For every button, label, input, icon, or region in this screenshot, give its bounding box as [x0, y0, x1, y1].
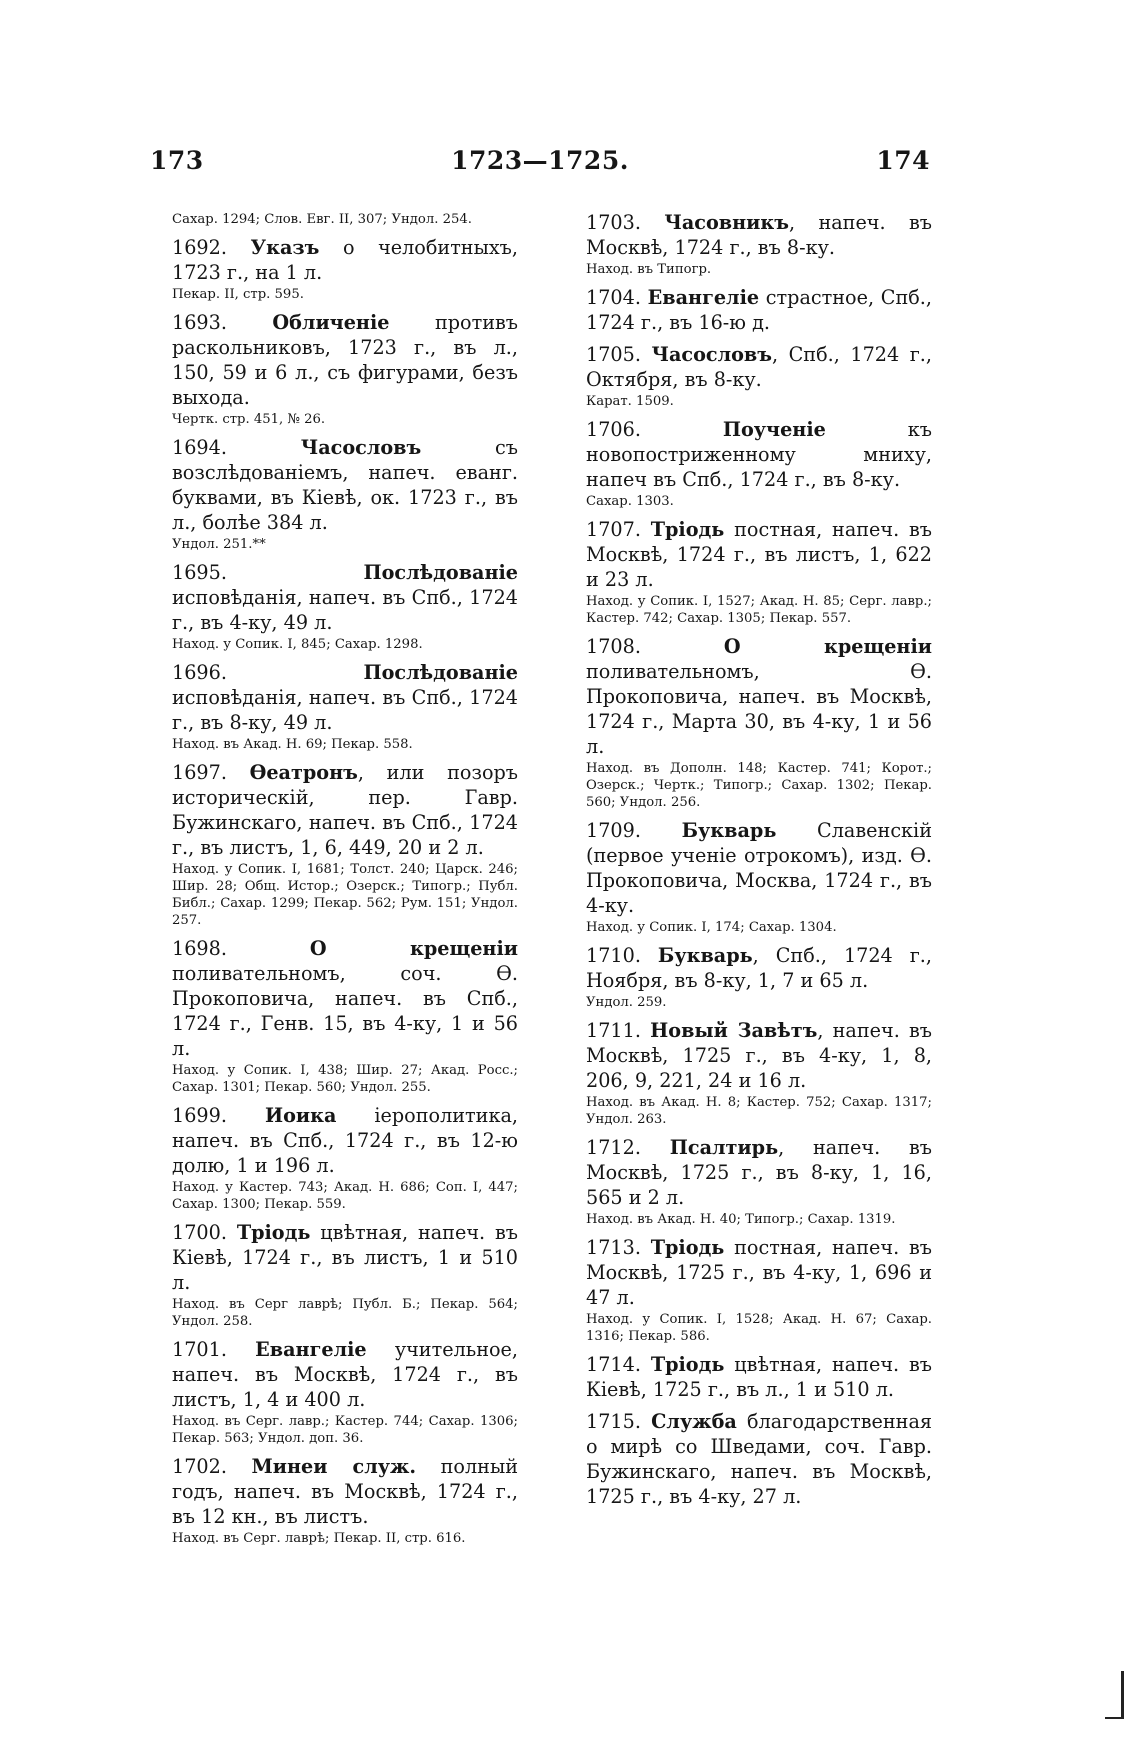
left-page-number: 173 [150, 146, 204, 175]
entry-number: 1702. [172, 1455, 227, 1478]
entry-number: 1699. [172, 1104, 227, 1127]
catalog-entry [148, 760, 518, 929]
entry-description: поливательномъ, Ѳ. Прокоповича, напеч. въ Москвѣ, 1724 г., Марта 30, въ 4-ку, 1 и 56 л. [586, 660, 932, 758]
catalog-entry [562, 634, 932, 811]
entry-description: съ возслѣдованіемъ, напеч. еванг. буквами, въ Кіевѣ, ок. 1723 г., въ л., болѣе 384 л. [172, 436, 518, 534]
entry-title: Псалтирь [669, 1136, 779, 1159]
entry-number: 1715. [586, 1410, 641, 1433]
catalog-entry [562, 1409, 932, 1509]
running-title-years: 1723—1725. [451, 146, 629, 175]
entry-text [148, 235, 518, 285]
entry-reference: Наход. у Кастер. 743; Акад. Н. 686; Соп. I, 447; Сахар. 1300; Пекар. 559. [172, 1180, 518, 1212]
entry-text [562, 210, 932, 260]
right-page-number: 174 [876, 146, 930, 175]
catalog-entry [562, 1235, 932, 1345]
entry-reference: Наход. въ Акад. Н. 40; Типогр.; Сахар. 1319. [586, 1212, 896, 1227]
entry-description: исповѣданія, напеч. въ Спб., 1724 г., въ 4-ку, 49 л. [172, 586, 518, 634]
entry-title: Новый Завѣтъ [650, 1019, 818, 1042]
catalog-entry [562, 210, 932, 278]
entry-reference: Наход. у Сопик. I, 174; Сахар. 1304. [586, 920, 837, 935]
entry-reference: Наход. въ Серг лаврѣ; Публ. Б.; Пекар. 564; Ундол. 258. [172, 1297, 518, 1329]
catalog-entry [562, 285, 932, 335]
entry-text [148, 936, 518, 1061]
left-column [148, 210, 518, 1554]
entry-title: Послѣдованіе [363, 661, 518, 684]
entry-reference: Чертк. стр. 451, № 26. [172, 412, 326, 427]
entry-reference: Сахар. 1294; Слов. Евг. II, 307; Ундол. 254. [172, 212, 472, 227]
entry-description: іерополитика, напеч. въ Спб., 1724 г., въ 12-ю долю, 1 и 196 л. [172, 1104, 518, 1177]
entry-description: о челобитныхъ, 1723 г., на 1 л. [172, 236, 518, 284]
entry-description: постная, напеч. въ Москвѣ, 1725 г., въ 4-ку, 1, 696 и 47 л. [586, 1236, 932, 1309]
catalog-entry [148, 560, 518, 653]
entry-number: 1697. [172, 761, 227, 784]
catalog-entry [148, 310, 518, 428]
entry-title: Тріодь [650, 1236, 725, 1259]
entry-title: Тріодь [236, 1221, 311, 1244]
entry-title: Тріодь [650, 1353, 725, 1376]
entry-reference: Пекар. II, стр. 595. [172, 287, 304, 302]
entry-number: 1694. [172, 436, 227, 459]
entry-reference: Наход. у Сопик. I, 1527; Акад. Н. 85; Серг. лавр.; Кастер. 742; Сахар. 1305; Пекар. 557. [586, 594, 932, 626]
entry-text [148, 560, 518, 635]
entry-title: Минеи служ. [251, 1455, 417, 1478]
entry-number: 1700. [172, 1221, 227, 1244]
entry-text [562, 1135, 932, 1210]
catalog-entry [562, 818, 932, 936]
entry-text [562, 1018, 932, 1093]
entry-title: О крещеніи [723, 635, 932, 658]
entry-number: 1713. [586, 1236, 641, 1259]
entry-description: къ новопостриженному мниху, напеч въ Спб., 1724 г., въ 8-ку. [586, 418, 932, 491]
catalog-entry [562, 943, 932, 1011]
catalog-entry [148, 1337, 518, 1447]
entry-number: 1706. [586, 418, 641, 441]
entry-title: Указъ [250, 236, 320, 259]
entry-text [562, 417, 932, 492]
entry-reference: Наход. у Сопик. I, 438; Шир. 27; Акад. Росс.; Сахар. 1301; Пекар. 560; Ундол. 255. [172, 1063, 518, 1095]
entry-reference: Наход. въ Дополн. 148; Кастер. 741; Корот.; Озерск.; Чертк.; Типогр.; Сахар. 1302; Пекар. 560; Ундол. 256. [586, 761, 932, 810]
catalog-entry [148, 1220, 518, 1330]
entry-description: , Спб., 1724 г., Ноября, въ 8-ку, 1, 7 и 65 л. [586, 944, 932, 992]
entry-text [148, 435, 518, 535]
entry-text [148, 1454, 518, 1529]
catalog-entry [148, 235, 518, 303]
entry-reference: Наход. въ Серг. лавр.; Кастер. 744; Сахар. 1306; Пекар. 563; Ундол. доп. 36. [172, 1414, 518, 1446]
entry-number: 1692. [172, 236, 227, 259]
entry-reference: Наход. въ Акад. Н. 69; Пекар. 558. [172, 737, 413, 752]
entry-description: , напеч. въ Москвѣ, 1725 г., въ 8-ку, 1, 16, 565 и 2 л. [586, 1136, 932, 1209]
catalog-entry [562, 342, 932, 410]
entry-text [562, 1235, 932, 1310]
entry-description: исповѣданія, напеч. въ Спб., 1724 г., въ 8-ку, 49 л. [172, 686, 518, 734]
entry-description: , или позоръ историческій, пер. Гавр. Бужинскаго, напеч. въ Спб., 1724 г., въ листъ, 1, 6, 449, 20 и 2 л. [172, 761, 518, 859]
entry-description: Славенскій (первое ученіе отрокомъ), изд. Ѳ. Прокоповича, Москва, 1724 г., въ 4-ку. [586, 819, 932, 917]
entry-reference: Карат. 1509. [586, 394, 674, 409]
catalog-entry [148, 936, 518, 1096]
entry-title: Часословъ [300, 436, 422, 459]
entry-description: , напеч. въ Москвѣ, 1724 г., въ 8-ку. [586, 211, 932, 259]
entry-description: благодарственная о мирѣ со Шведами, соч. Гавр. Бужинскаго, напеч. въ Москвѣ, 1725 г., въ 4-ку, 27 л. [586, 1410, 932, 1508]
entry-number: 1708. [586, 635, 641, 658]
entry-reference: Сахар. 1303. [586, 494, 674, 509]
entry-number: 1710. [586, 944, 641, 967]
entry-title: Тріодь [650, 518, 725, 541]
catalog-entry [148, 435, 518, 553]
entry-title: Букварь [657, 944, 753, 967]
entry-number: 1695. [172, 561, 227, 584]
catalog-entry [562, 1135, 932, 1228]
entry-number: 1714. [586, 1353, 641, 1376]
catalog-entry [562, 417, 932, 510]
entry-text [148, 660, 518, 735]
entry-title: Букварь [681, 819, 777, 842]
entry-reference: Наход. въ Акад. Н. 8; Кастер. 752; Сахар. 1317; Ундол. 263. [586, 1095, 932, 1127]
entry-text [148, 1220, 518, 1295]
entry-title: Өеатронъ [249, 761, 358, 784]
entry-text [562, 1409, 932, 1509]
entry-description: постная, напеч. въ Москвѣ, 1724 г., въ листъ, 1, 622 и 23 л. [586, 518, 932, 591]
entry-title: Часословъ [651, 343, 772, 366]
entry-number: 1709. [586, 819, 641, 842]
entry-number: 1705. [586, 343, 641, 366]
entry-number: 1711. [586, 1019, 641, 1042]
catalog-entry [562, 1018, 932, 1128]
entry-number: 1703. [586, 211, 641, 234]
entry-description: учительное, напеч. въ Москвѣ, 1724 г., въ листъ, 1, 4 и 400 л. [172, 1338, 518, 1411]
entry-title: Послѣдованіе [363, 561, 518, 584]
page-edge-mark [1105, 1671, 1124, 1719]
entry-reference: Наход. у Сопик. I, 845; Сахар. 1298. [172, 637, 423, 652]
entry-reference: Ундол. 259. [586, 995, 667, 1010]
entry-number: 1707. [586, 518, 641, 541]
entry-number: 1712. [586, 1136, 641, 1159]
entry-reference: Наход. у Сопик. I, 1681; Толст. 240; Царск. 246; Шир. 28; Общ. Истор.; Озерск.; Типогр.; Публ. Библ.; Сахар. 1299; Пекар. 562; Рум. 151; Ундол. 257. [172, 862, 518, 928]
entry-title: Евангеліе [255, 1338, 367, 1361]
catalog-entry [148, 1454, 518, 1547]
entry-title: Иоика [264, 1104, 337, 1127]
entry-number: 1696. [172, 661, 227, 684]
entry-text [562, 342, 932, 392]
entry-text [148, 760, 518, 860]
entry-number: 1701. [172, 1338, 227, 1361]
entry-title: Обличеніе [272, 311, 390, 334]
entry-description: противъ раскольниковъ, 1723 г., въ л., 150, 59 и 6 л., съ фигурами, безъ выхода. [172, 311, 518, 409]
entry-description: цвѣтная, напеч. въ Кіевѣ, 1725 г., въ л., 1 и 510 л. [586, 1353, 932, 1401]
entry-text [562, 634, 932, 759]
entry-text [562, 517, 932, 592]
entry-description: цвѣтная, напеч. въ Кіевѣ, 1724 г., въ листъ, 1 и 510 л. [172, 1221, 518, 1294]
entry-reference: Наход. въ Серг. лаврѣ; Пекар. II, стр. 616. [172, 1531, 466, 1546]
catalog-entry [148, 211, 518, 228]
entry-text [148, 1337, 518, 1412]
entry-reference: Наход. у Сопик. I, 1528; Акад. Н. 67; Сахар. 1316; Пекар. 586. [586, 1312, 932, 1344]
catalog-entry [562, 517, 932, 627]
entry-reference: Ундол. 251.** [172, 537, 266, 552]
entry-number: 1698. [172, 937, 227, 960]
entry-text [562, 818, 932, 918]
entry-text [562, 1352, 932, 1402]
entry-description: полный годъ, напеч. въ Москвѣ, 1724 г., въ 12 кн., въ листъ. [172, 1455, 518, 1528]
entry-description: страстное, Спб., 1724 г., въ 16-ю д. [586, 286, 932, 334]
catalog-entry [562, 1352, 932, 1402]
entry-title: Служба [651, 1410, 737, 1433]
entry-title: Поученіе [722, 418, 826, 441]
entry-description: поливательномъ, соч. Ѳ. Прокоповича, напеч. въ Спб., 1724 г., Генв. 15, въ 4-ку, 1 и 56 л. [172, 962, 518, 1060]
entry-description: , Спб., 1724 г., Октября, въ 8-ку. [586, 343, 932, 391]
entry-text [148, 1103, 518, 1178]
page-header [150, 146, 930, 186]
entry-description: , напеч. въ Москвѣ, 1725 г., въ 4-ку, 1, 8, 206, 9, 221, 24 и 16 л. [586, 1019, 932, 1092]
right-column [562, 210, 932, 1516]
catalog-entry [148, 1103, 518, 1213]
entry-title: Евангеліе [647, 286, 760, 309]
entry-number: 1693. [172, 311, 227, 334]
entry-reference: Наход. въ Типогр. [586, 262, 712, 277]
entry-title: Часовникъ [664, 211, 789, 234]
entry-title: О крещеніи [309, 937, 518, 960]
entry-number: 1704. [586, 286, 641, 309]
catalog-entry [148, 660, 518, 753]
entry-text [148, 310, 518, 410]
entry-text [562, 285, 932, 335]
entry-text [562, 943, 932, 993]
